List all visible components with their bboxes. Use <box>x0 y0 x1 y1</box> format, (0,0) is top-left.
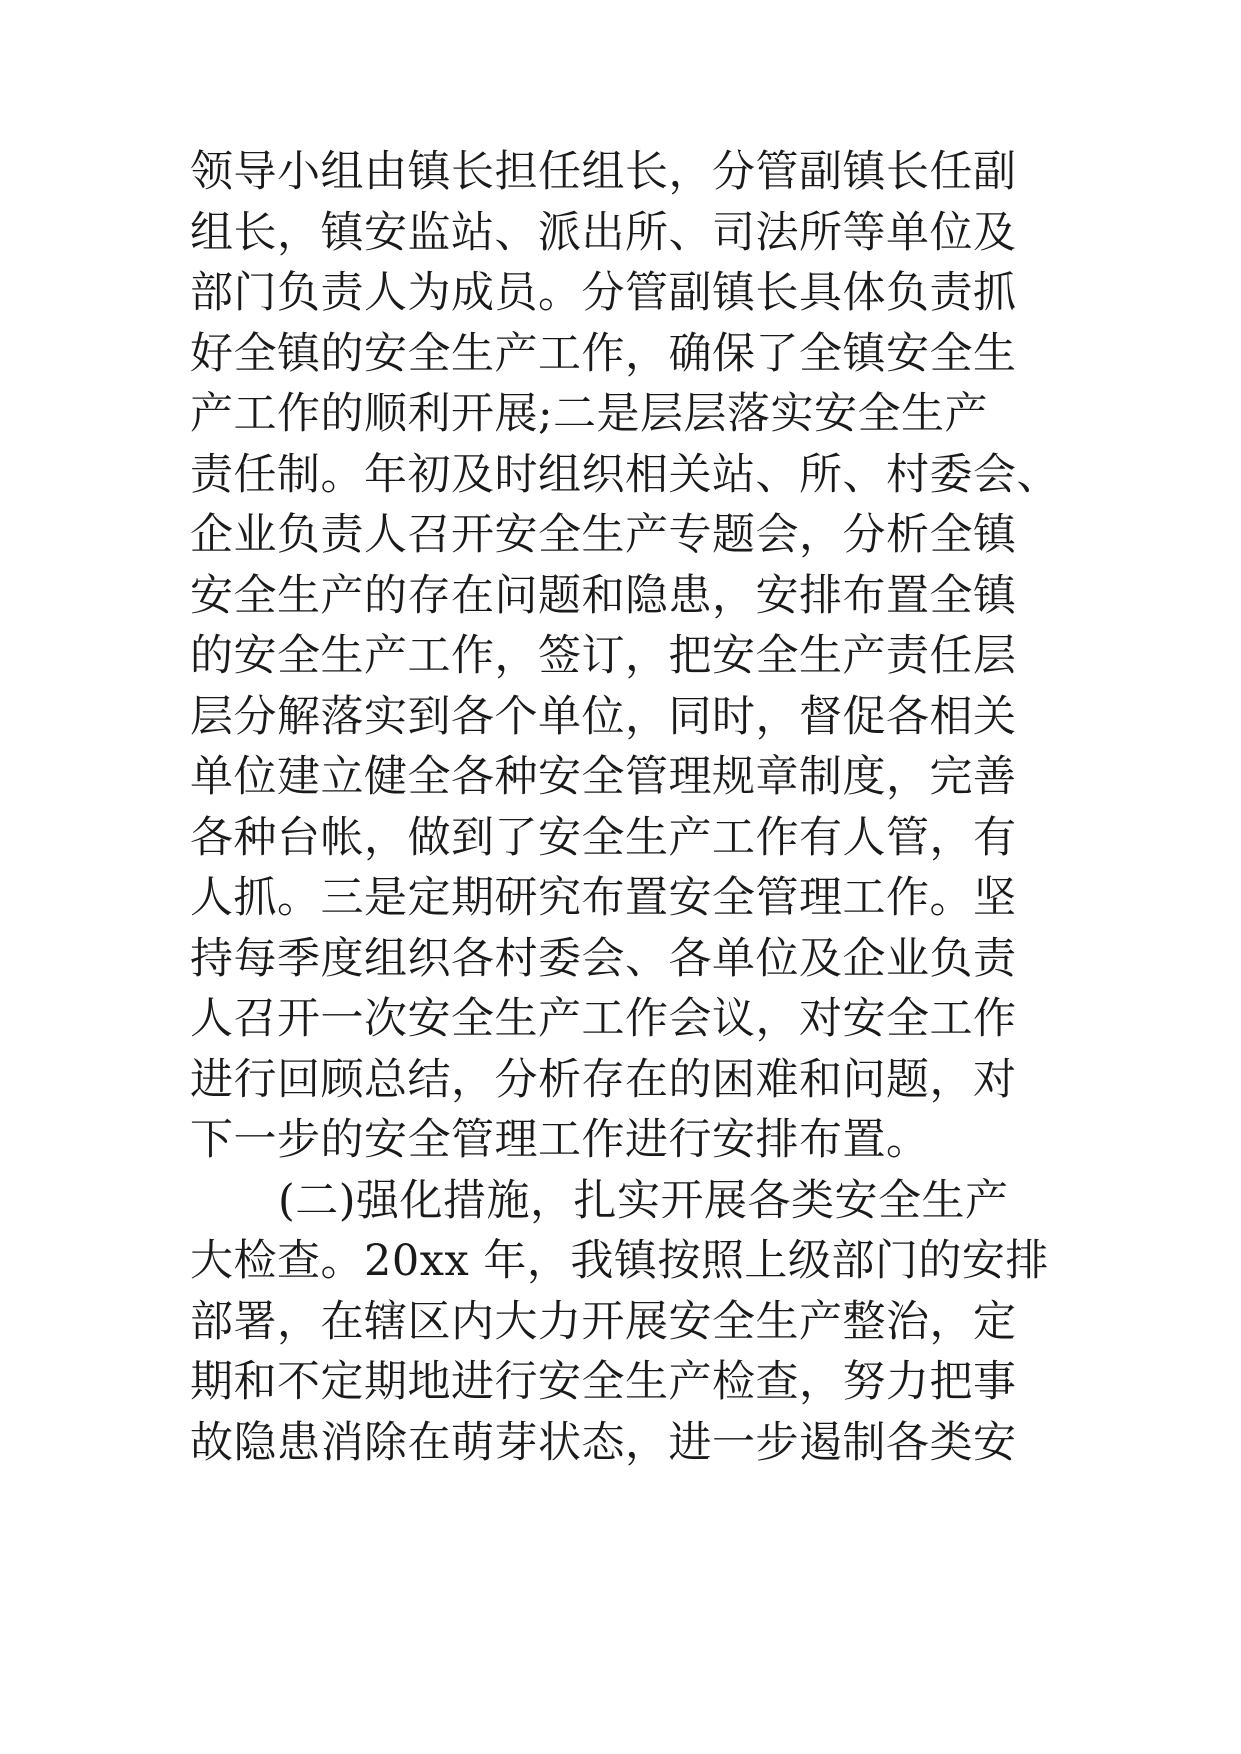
text-line-20: 部署，在辖区内大力开展安全生产整治，定 <box>190 1296 1017 1347</box>
text-line-2: 组长，镇安监站、派出所、司法所等单位及 <box>190 207 1017 258</box>
text-line-12: 各种台帐，做到了安全生产工作有人管，有 <box>190 812 1017 863</box>
text-line-13: 人抓。三是定期研究布置安全管理工作。坚 <box>190 873 1017 923</box>
text-line-3: 部门负责人为成员。分管副镇长具体负责抓 <box>190 268 1017 318</box>
text-line-22: 故隐患消除在萌芽状态，进一步遏制各类安 <box>190 1417 1017 1468</box>
text-line-4: 好全镇的安全生产工作，确保了全镇安全生 <box>190 328 1017 379</box>
text-line-9: 的安全生产工作，签订，把安全生产责任层 <box>190 631 1017 681</box>
text-line-18: (二)强化措施，扎实开展各类安全生产 <box>278 1175 1009 1226</box>
text-line-11: 单位建立健全各种安全管理规章制度，完善 <box>190 752 1017 802</box>
text-line-15: 人召开一次安全生产工作会议，对安全工作 <box>190 994 1017 1044</box>
text-line-21: 期和不定期地进行安全生产检查，努力把事 <box>190 1357 1017 1407</box>
text-line-6: 责任制。年初及时组织相关站、所、村委会、 <box>190 449 1060 500</box>
text-line-19: 大检查。20xx 年，我镇按照上级部门的安排 <box>190 1236 1049 1286</box>
text-line-14: 持每季度组织各村委会、各单位及企业负责 <box>190 933 1017 984</box>
body-text <box>190 142 1070 1473</box>
text-line-16: 进行回顾总结，分析存在的困难和问题，对 <box>190 1054 1017 1105</box>
text-line-17: 下一步的安全管理工作进行安排布置。 <box>190 1115 930 1165</box>
text-line-7: 企业负责人召开安全生产专题会，分析全镇 <box>190 510 1017 560</box>
text-line-8: 安全生产的存在问题和隐患，安排布置全镇 <box>190 570 1017 621</box>
text-line-10: 层分解落实到各个单位，同时，督促各相关 <box>190 691 1017 742</box>
text-line-5: 产工作的顺利开展;二是层层落实安全生产 <box>190 389 988 439</box>
text-line-1: 领导小组由镇长担任组长，分管副镇长任副 <box>190 147 1017 197</box>
